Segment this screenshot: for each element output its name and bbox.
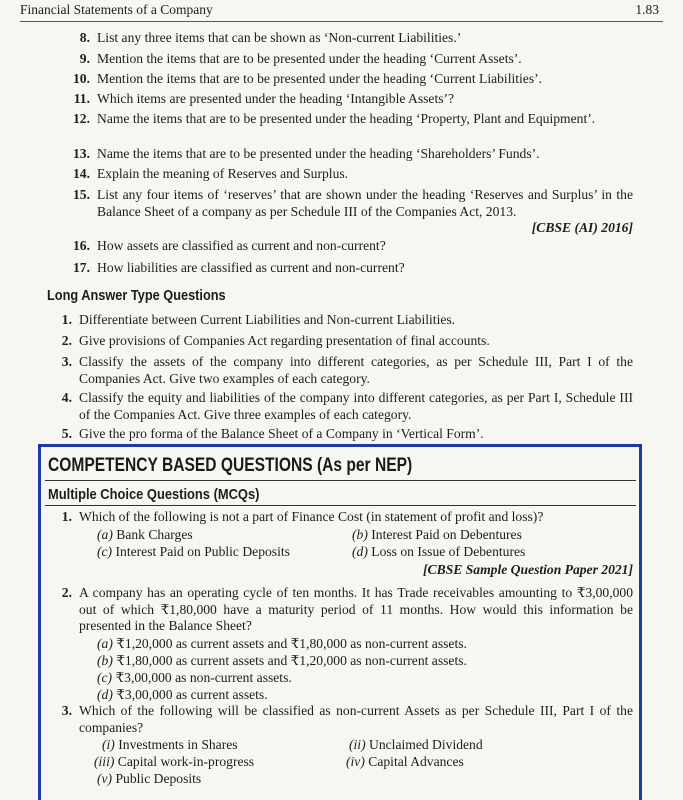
mcq-heading: Multiple Choice Questions (MCQs): [48, 486, 260, 503]
question-number: 3.: [61, 354, 72, 369]
question-number: 9.: [79, 51, 90, 66]
option-text: ₹1,80,000 as current assets and ₹1,20,000 as non-current assets.: [116, 653, 467, 668]
question-number: 17.: [73, 260, 90, 275]
option-text: ₹1,20,000 as current assets and ₹1,80,000 as non-current assets.: [116, 636, 467, 651]
question-number: 2.: [61, 333, 72, 348]
question-text: Differentiate between Current Liabilities and Non-current Liabilities.: [79, 312, 456, 327]
question-text: List any four items of ‘reserves’ that are shown under the heading ‘Reserves and Surplus’ in the Balance Sheet of a company as per Schedule III of the Companies Act, 2013.: [97, 187, 633, 219]
question-item: [30, 312, 633, 329]
option-iv: [346, 754, 464, 770]
section-heading-long-answer: Long Answer Type Questions: [47, 288, 226, 304]
option-label: (b): [352, 527, 368, 542]
question-number: 14.: [73, 166, 90, 181]
question-item: [48, 111, 633, 128]
question-text: Mention the items that are to be presented under the heading ‘Current Liabilities’.: [97, 71, 543, 86]
question-number: 1.: [61, 312, 72, 327]
option-label: (d): [97, 687, 113, 702]
option-label: (a): [97, 527, 113, 542]
question-text: Classify the equity and liabilities of the company into different categories, as per Part I, Schedule III of the Companies Act. Give three examples of each category.: [79, 390, 633, 422]
option-d: [97, 687, 268, 703]
question-text: List any three items that can be shown as ‘Non-current Liabilities.’: [97, 30, 462, 45]
option-text: Bank Charges: [116, 527, 193, 542]
option-d: [352, 544, 525, 560]
question-item: [48, 238, 633, 255]
question-text: Which items are presented under the heading ‘Intangible Assets’?: [97, 91, 455, 106]
option-label: (c): [97, 544, 113, 559]
option-c: [97, 544, 290, 560]
question-text: How liabilities are classified as current and non-current?: [97, 260, 405, 275]
question-number: 13.: [73, 146, 90, 161]
question-item: [30, 354, 633, 387]
question-number: 3.: [61, 703, 72, 718]
question-text: Name the items that are to be presented under the heading ‘Property, Plant and Equipment’.: [97, 111, 596, 126]
question-item: [48, 51, 633, 68]
question-number: 1.: [61, 509, 72, 524]
option-c: [97, 670, 292, 686]
option-label: (v): [97, 771, 113, 786]
question-number: 12.: [73, 111, 90, 126]
question-number: 15.: [73, 187, 90, 202]
option-a: [97, 636, 467, 652]
competency-title: COMPETENCY BASED QUESTIONS (As per NEP): [48, 455, 413, 476]
question-item: [48, 91, 633, 108]
option-b: [97, 653, 467, 669]
question-number: 16.: [73, 238, 90, 253]
question-item: [48, 71, 633, 88]
option-text: Loss on Issue of Debentures: [371, 544, 526, 559]
option-text: Investments in Shares: [118, 737, 238, 752]
option-text: Capital Advances: [368, 754, 464, 769]
option-iii: [94, 754, 254, 770]
option-ii: [349, 737, 483, 753]
question-item: [30, 390, 633, 423]
question-item: [30, 333, 633, 350]
mcq-question: [30, 509, 633, 526]
question-item: [30, 426, 633, 443]
option-a: [97, 527, 193, 543]
question-text: Give provisions of Companies Act regarding presentation of final accounts.: [79, 333, 490, 348]
question-number: 4.: [61, 390, 72, 405]
question-text: Mention the items that are to be presented under the heading ‘Current Assets’.: [97, 51, 522, 66]
question-text: Name the items that are to be presented under the heading ‘Shareholders’ Funds’.: [97, 146, 540, 161]
option-text: Unclaimed Dividend: [369, 737, 483, 752]
question-item: [48, 260, 633, 277]
option-v: [97, 771, 201, 787]
option-text: ₹3,00,000 as non-current assets.: [115, 670, 292, 685]
question-item: [48, 187, 633, 237]
question-number: 11.: [73, 91, 90, 106]
exam-reference: [CBSE Sample Question Paper 2021]: [423, 562, 633, 577]
option-text: ₹3,00,000 as current assets.: [116, 687, 268, 702]
option-label: (a): [97, 636, 113, 651]
option-label: (ii): [349, 737, 366, 752]
option-text: Interest Paid on Public Deposits: [115, 544, 290, 559]
question-item: [48, 30, 633, 47]
question-text: How assets are classified as current and non-current?: [97, 238, 386, 253]
option-text: Capital work-in-progress: [117, 754, 255, 769]
question-number: 10.: [73, 71, 90, 86]
exam-reference: [CBSE (AI) 2016]: [531, 220, 633, 235]
option-label: (iv): [346, 754, 365, 769]
option-label: (iii): [94, 754, 115, 769]
mcq-question: [30, 703, 633, 736]
competency-title-rule: [45, 480, 636, 481]
option-label: (d): [352, 544, 368, 559]
question-number: 2.: [61, 585, 72, 600]
question-text: Which of the following is not a part of Finance Cost (in statement of profit and loss)?: [79, 509, 544, 524]
question-item: [48, 166, 633, 183]
option-label: (b): [97, 653, 113, 668]
header-divider: [20, 21, 663, 22]
mcq-question: [30, 585, 633, 635]
question-number: 5.: [61, 426, 72, 441]
option-b: [352, 527, 522, 543]
option-text: Interest Paid on Debentures: [371, 527, 522, 542]
option-i: [102, 737, 238, 753]
option-text: Public Deposits: [115, 771, 202, 786]
question-text: Classify the assets of the company into different categories, as per Schedule III, Part I of the Companies Act. Give two examples of each category.: [79, 354, 633, 386]
option-label: (i): [102, 737, 115, 752]
question-text: Which of the following will be classified as non-current Assets as per Schedule III, Part I of the companies?: [79, 703, 633, 735]
option-label: (c): [97, 670, 113, 685]
mcq-heading-rule: [45, 505, 636, 506]
question-number: 8.: [79, 30, 90, 45]
question-text: Explain the meaning of Reserves and Surplus.: [97, 166, 349, 181]
page-number: 1.83: [635, 2, 659, 17]
question-text: A company has an operating cycle of ten months. It has Trade receivables amounting to ₹3,00,000 out of which ₹1,80,000 have a maturity period of 11 months. How would this information be presented in the Balance Sheet?: [79, 585, 633, 633]
running-header-title: Financial Statements of a Company: [20, 2, 213, 17]
question-text: Give the pro forma of the Balance Sheet of a Company in ‘Vertical Form’.: [79, 426, 484, 441]
question-item: [48, 146, 633, 163]
